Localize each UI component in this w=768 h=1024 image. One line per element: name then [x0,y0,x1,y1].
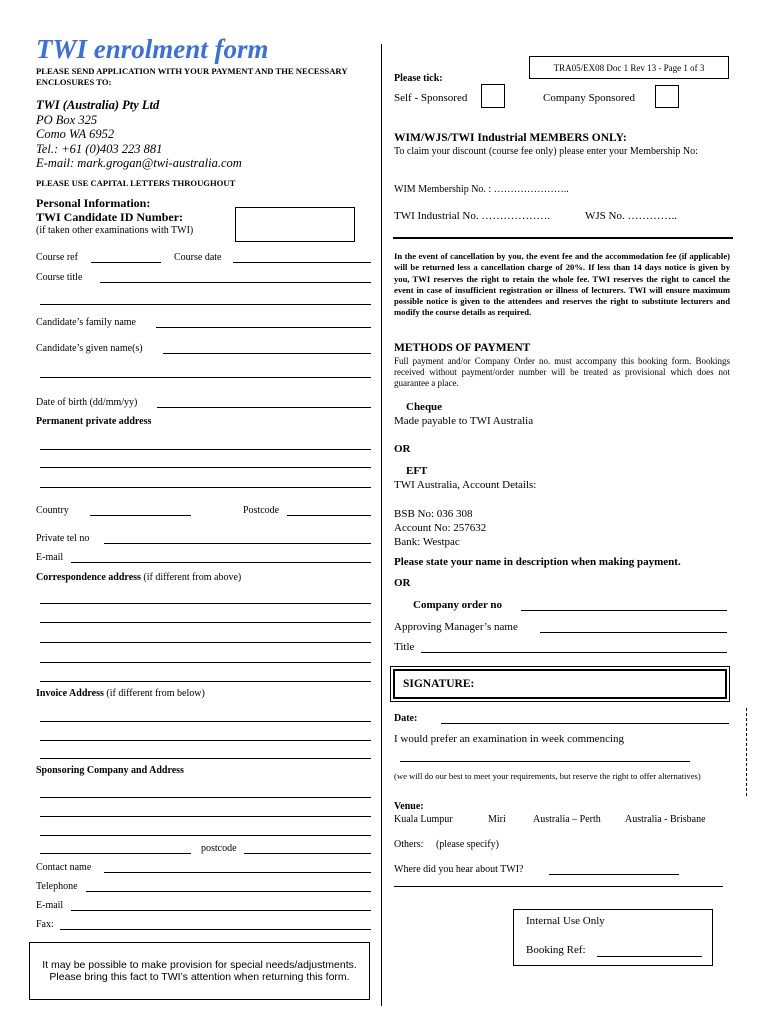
permanent-address-line3[interactable] [40,487,371,488]
course-ref-label: Course ref [36,252,78,263]
personal-info-heading: Personal Information: [36,196,151,210]
venue-option-kl[interactable]: Kuala Lumpur [394,814,453,825]
candidate-id-note: (if taken other examinations with TWI) [36,225,194,236]
where-heard-field-line2[interactable] [394,886,723,887]
permanent-address-label: Permanent private address [36,416,152,427]
postcode-field[interactable] [287,515,371,516]
eft-details: TWI Australia, Account Details: [394,479,537,491]
contact-name-label: Contact name [36,862,92,873]
email-field[interactable] [71,562,371,563]
date-field[interactable] [441,723,729,724]
date-label: Date: [394,713,418,724]
email2-label: E-mail [36,900,64,911]
twi-industrial-field[interactable]: TWI Industrial No. ………………. [394,210,551,222]
eft-label: EFT [406,465,428,477]
private-tel-label: Private tel no [36,533,90,544]
state-name-note: Please state your name in description when making payment. [394,556,681,568]
doc-ref: TRA05/EX08 Doc 1 Rev 13 - Page 1 of 3 [553,62,705,73]
given-names-field[interactable] [163,353,371,354]
company-order-field[interactable] [521,610,727,611]
correspondence-line5[interactable] [40,681,371,682]
postal-address [36,98,242,171]
bank-name: Bank: Westpac [394,536,460,548]
sponsoring-line4[interactable] [40,853,191,854]
email2-field[interactable] [71,910,371,911]
or-separator-2: OR [394,577,411,589]
self-sponsored-checkbox[interactable] [481,84,505,108]
permanent-address-line1[interactable] [40,449,371,450]
correspondence-line3[interactable] [40,642,371,643]
family-name-field[interactable] [156,327,371,328]
fax-field[interactable] [60,929,371,930]
or-separator-1: OR [394,443,411,455]
invoice-line2[interactable] [40,740,371,741]
correspondence-note: (if different from above) [143,572,242,583]
title-field[interactable] [421,652,727,653]
course-title-label: Course title [36,272,83,283]
dob-label: Date of birth (dd/mm/yy) [36,397,138,408]
invoice-line1[interactable] [40,721,371,722]
correspondence-line2[interactable] [40,622,371,623]
email-label: E-mail [36,552,64,563]
invoice-label: Invoice Address [36,688,104,699]
company-sponsored-checkbox[interactable] [655,85,679,108]
approving-manager-label: Approving Manager’s name [394,621,518,633]
sponsoring-label: Sponsoring Company and Address [36,765,184,776]
city: Como WA 6952 [36,127,115,141]
approving-manager-field[interactable] [540,632,727,633]
country-field[interactable] [90,515,191,516]
invoice-line3[interactable] [40,758,371,759]
where-heard-label: Where did you hear about TWI? [394,864,524,875]
title-label: Title [394,641,415,653]
telephone-label: Telephone [36,881,78,892]
cheque-payable: Made payable to TWI Australia [394,415,534,427]
send-instructions: PLEASE SEND APPLICATION WITH YOUR PAYMENT AND THE NECESSARY ENCLOSURES TO: [36,66,348,87]
course-date-label: Course date [174,252,222,263]
given-names-field-line2[interactable] [40,377,371,378]
course-title-field[interactable] [100,282,371,283]
booking-ref-field[interactable] [597,956,702,957]
sponsoring-postcode-field[interactable] [244,853,371,854]
form-title: TWI enrolment form [36,34,269,64]
members-text: To claim your discount (course fee only) please enter your Membership No: [394,146,698,157]
bsb: BSB No: 036 308 [394,508,473,520]
section-rule [393,237,733,239]
po-box: PO Box 325 [36,112,98,127]
exam-week-field[interactable] [400,761,690,762]
requirements-note: (we will do our best to meet your requirements, but reserve the right to offer alternatives) [394,771,701,781]
signature-label: SIGNATURE: [403,678,475,690]
sponsoring-postcode-label: postcode [201,843,237,854]
private-tel-field[interactable] [104,543,371,544]
exam-week-label: I would prefer an examination in week commencing [394,733,625,745]
wjs-field[interactable]: WJS No. ………….. [585,210,677,222]
cheque-label: Cheque [406,401,443,413]
invoice-note: (if different from below) [106,688,205,699]
venue-option-perth[interactable]: Australia – Perth [533,814,601,825]
capitals-note: PLEASE USE CAPITAL LETTERS THROUGHOUT [36,178,236,188]
correspondence-line4[interactable] [40,662,371,663]
permanent-address-line2[interactable] [40,467,371,468]
signature-box[interactable] [390,666,730,702]
venue-label: Venue: [394,801,424,812]
correspondence-line1[interactable] [40,603,371,604]
correspondence-heading [36,572,241,583]
members-heading: WIM/WJS/TWI Industrial MEMBERS ONLY: [394,132,627,144]
please-tick-label: Please tick: [394,73,443,84]
candidate-id-input[interactable] [235,207,355,242]
candidate-id-label: TWI Candidate ID Number: [36,210,184,224]
cut-mark [746,708,748,796]
where-heard-field[interactable] [549,874,679,875]
company-order-label: Company order no [413,599,503,611]
venue-option-miri[interactable]: Miri [488,814,506,825]
special-needs-text: It may be possible to make provision for special needs/adjustments. Please bring this fact to TWI’s attention when returning this form. [42,958,357,983]
account-number: Account No: 257632 [394,522,487,534]
column-divider [381,44,382,1006]
self-sponsored-label: Self - Sponsored [394,92,468,104]
course-date-field[interactable] [233,262,371,263]
methods-text: Full payment and/or Company Order no. must accompany this booking form. Bookings received without payment/order number will be treated as provisional which does not guarantee a place. [394,356,730,388]
email-text: E-mail: mark.grogan@twi-australia.com [36,156,242,170]
others-label: Others: (please specify) [394,839,499,850]
booking-ref-label: Booking Ref: [526,944,586,956]
given-names-label: Candidate’s given name(s) [36,343,143,354]
country-label: Country [36,505,69,516]
correspondence-label: Correspondence address [36,572,141,583]
sponsoring-line2[interactable] [40,816,371,817]
sponsoring-line3[interactable] [40,835,371,836]
sponsoring-line1[interactable] [40,797,371,798]
bank-details [394,507,486,549]
dob-field[interactable] [157,407,371,408]
cancellation-policy: In the event of cancellation by you, the event fee and the accommodation fee (if applicable) will be returned less a cancellation charge of 20%. If less than 14 days notice is given by you, TWI reserves the right to retain the whole fee. TWI reserves the right to cancel the event in case of insufficient registration or illness of lecturers. TWI will ensure maximum possible notice is given to the attendees and reserves the right to substitute lecturers and modify the course details as required. [394,251,730,318]
family-name-label: Candidate’s family name [36,317,136,328]
internal-use-label: Internal Use Only [526,915,605,927]
telephone-text: Tel.: +61 (0)403 223 881 [36,141,163,156]
invoice-heading [36,688,205,699]
signature-inner [393,669,727,699]
fax-label: Fax: [36,919,54,930]
doc-ref-box [529,56,729,79]
contact-name-field[interactable] [104,872,371,873]
venue-option-brisbane[interactable]: Australia - Brisbane [625,814,706,825]
course-ref-field[interactable] [91,262,161,263]
course-title-field-line2[interactable] [40,304,371,305]
internal-use-box [513,909,713,966]
special-needs-box [29,942,370,1000]
company-sponsored-label: Company Sponsored [543,92,635,104]
wim-membership-field[interactable]: WIM Membership No. : ………………….. [394,184,569,195]
methods-heading: METHODS OF PAYMENT [394,342,531,354]
telephone-field[interactable] [86,891,371,892]
postcode-label: Postcode [243,505,280,516]
company-name: TWI (Australia) Pty Ltd [36,98,160,112]
